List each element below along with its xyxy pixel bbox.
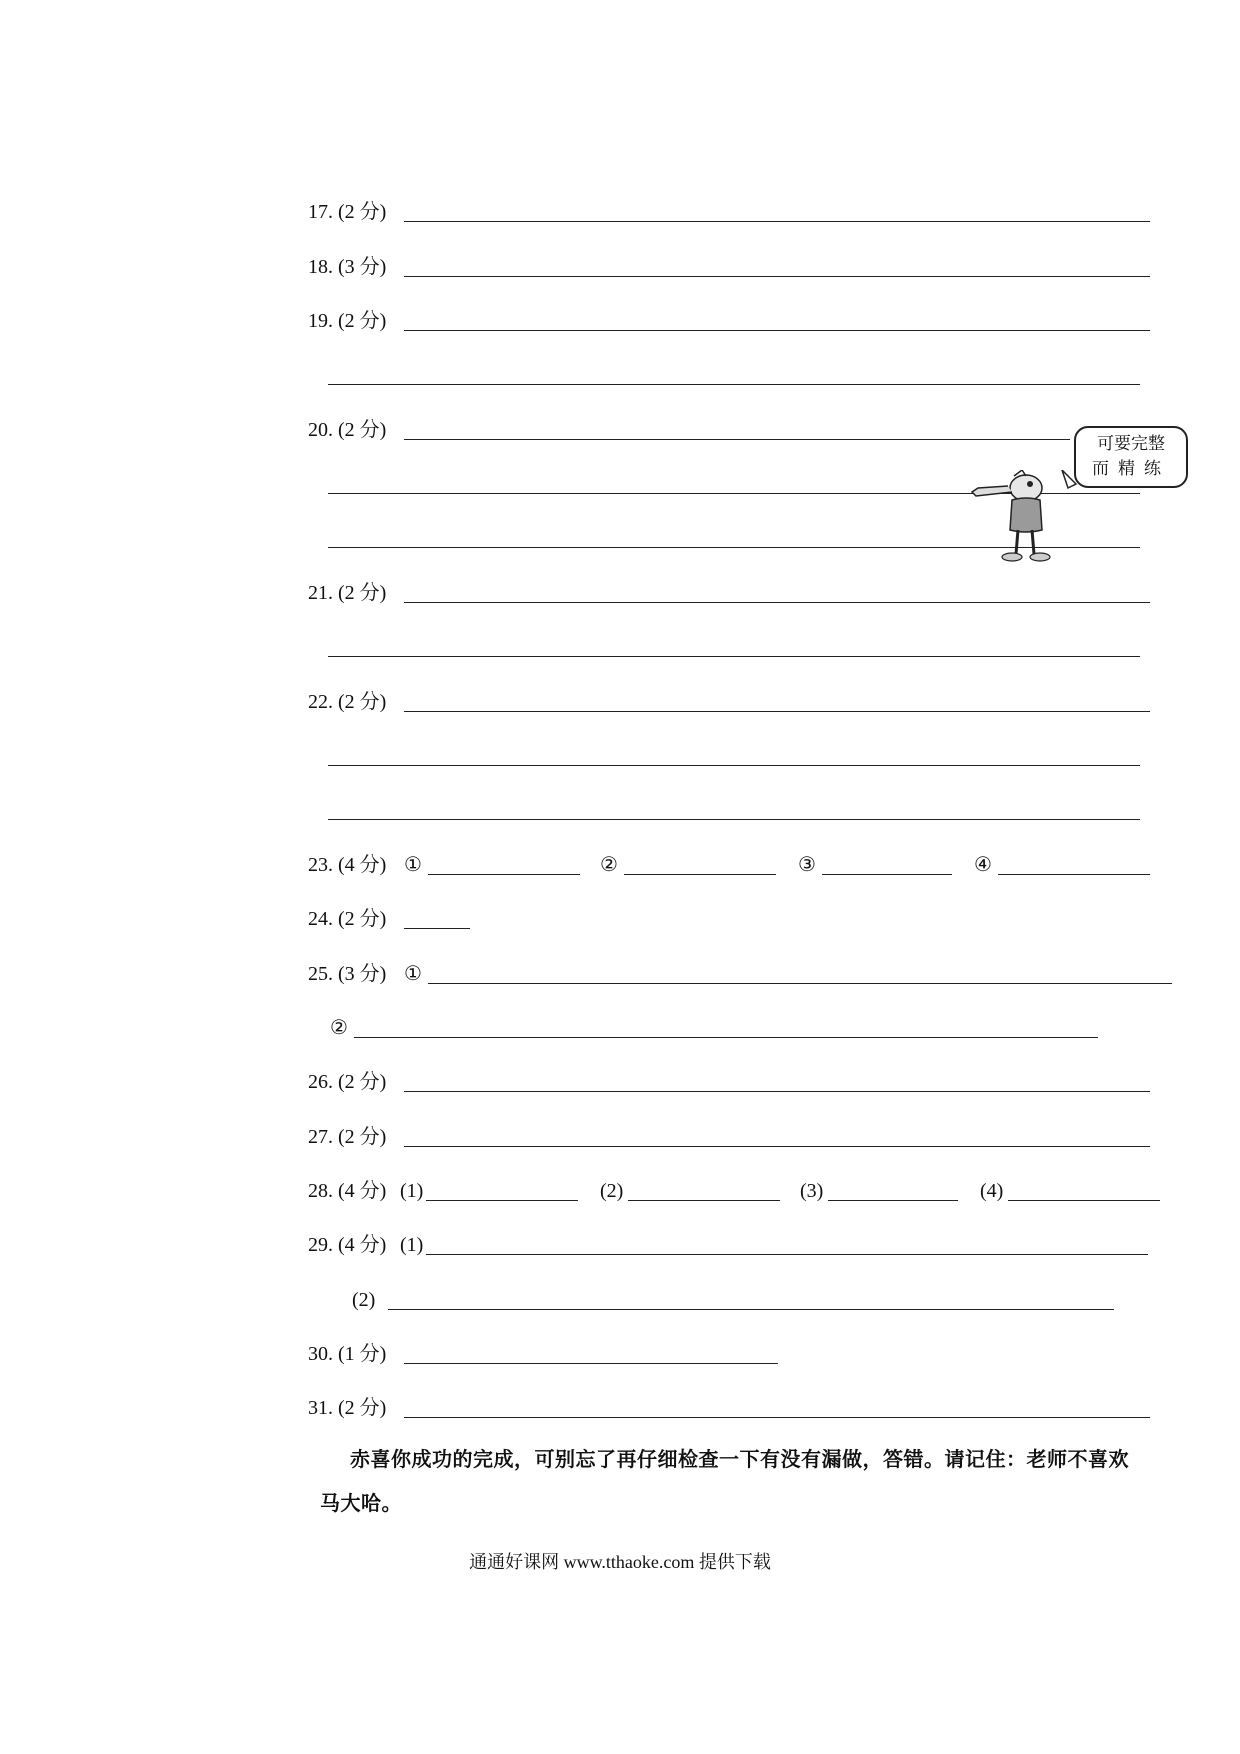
answer-line-19b[interactable] bbox=[328, 384, 1140, 385]
question-28-label: 28. (4 分) bbox=[308, 1180, 387, 1202]
answer-line-21a[interactable] bbox=[404, 602, 1150, 603]
answer-line-21b[interactable] bbox=[328, 656, 1140, 657]
answer-line-23-3[interactable] bbox=[822, 874, 952, 875]
question-18-label: 18. (3 分) bbox=[308, 256, 387, 278]
q23-mark-3: ③ bbox=[798, 854, 816, 876]
q23-mark-4: ④ bbox=[974, 854, 992, 876]
question-23-label: 23. (4 分) bbox=[308, 854, 387, 876]
answer-line-22b[interactable] bbox=[328, 765, 1140, 766]
answer-line-23-1[interactable] bbox=[428, 874, 580, 875]
question-27-label: 27. (2 分) bbox=[308, 1126, 387, 1148]
answer-line-23-4[interactable] bbox=[998, 874, 1150, 875]
q23-mark-2: ② bbox=[600, 854, 618, 876]
answer-line-25-1[interactable] bbox=[428, 983, 1172, 984]
question-20-label: 20. (2 分) bbox=[308, 419, 387, 441]
answer-line-28-1[interactable] bbox=[426, 1200, 578, 1201]
question-30-label: 30. (1 分) bbox=[308, 1343, 387, 1365]
answer-line-24[interactable] bbox=[404, 928, 470, 929]
question-29-label: 29. (4 分) bbox=[308, 1234, 387, 1256]
answer-line-22c[interactable] bbox=[328, 819, 1140, 820]
q28-mark-3: (3) bbox=[800, 1180, 824, 1202]
answer-line-22a[interactable] bbox=[404, 711, 1150, 712]
reminder-line-1: 赤喜你成功的完成，可别忘了再仔细检查一下有没有漏做，答错。请记住：老师不喜欢 bbox=[350, 1447, 1129, 1471]
answer-line-18[interactable] bbox=[404, 276, 1150, 277]
q29-mark-1: (1) bbox=[400, 1234, 424, 1256]
answer-line-26[interactable] bbox=[404, 1091, 1150, 1092]
question-21-label: 21. (2 分) bbox=[308, 582, 387, 604]
q29-mark-2: (2) bbox=[352, 1289, 376, 1311]
closing-reminder bbox=[320, 1437, 1200, 1525]
bubble-line-2: 而精练 bbox=[1092, 459, 1170, 479]
download-footer: 通通好课网 www.tthaoke.com 提供下载 bbox=[469, 1552, 771, 1572]
answer-line-27[interactable] bbox=[404, 1146, 1150, 1147]
question-22-label: 22. (2 分) bbox=[308, 691, 387, 713]
answer-line-25-2[interactable] bbox=[354, 1037, 1098, 1038]
q28-mark-2: (2) bbox=[600, 1180, 624, 1202]
answer-line-28-2[interactable] bbox=[628, 1200, 780, 1201]
answer-line-17[interactable] bbox=[404, 221, 1150, 222]
question-25-label: 25. (3 分) bbox=[308, 963, 387, 985]
question-19-label: 19. (2 分) bbox=[308, 310, 387, 332]
answer-line-30[interactable] bbox=[404, 1363, 778, 1364]
reminder-line-2: 马大哈。 bbox=[320, 1491, 402, 1515]
q28-mark-4: (4) bbox=[980, 1180, 1004, 1202]
q25-mark-2: ② bbox=[330, 1017, 348, 1039]
q23-mark-1: ① bbox=[404, 854, 422, 876]
question-24-label: 24. (2 分) bbox=[308, 908, 387, 930]
speech-bubble bbox=[1074, 426, 1188, 488]
answer-line-31[interactable] bbox=[404, 1417, 1150, 1418]
q25-mark-1: ① bbox=[404, 963, 422, 985]
answer-line-29-2[interactable] bbox=[388, 1309, 1114, 1310]
answer-line-28-4[interactable] bbox=[1008, 1200, 1160, 1201]
answer-line-28-3[interactable] bbox=[828, 1200, 958, 1201]
answer-line-23-2[interactable] bbox=[624, 874, 776, 875]
question-26-label: 26. (2 分) bbox=[308, 1071, 387, 1093]
bubble-line-1: 可要完整 bbox=[1097, 434, 1165, 454]
answer-line-20a[interactable] bbox=[404, 439, 1070, 440]
answer-line-19a[interactable] bbox=[404, 330, 1150, 331]
question-31-label: 31. (2 分) bbox=[308, 1397, 387, 1419]
answer-line-29-1[interactable] bbox=[426, 1254, 1148, 1255]
question-17-label: 17. (2 分) bbox=[308, 201, 387, 223]
cartoon-student-icon bbox=[968, 470, 1078, 570]
q28-mark-1: (1) bbox=[400, 1180, 424, 1202]
